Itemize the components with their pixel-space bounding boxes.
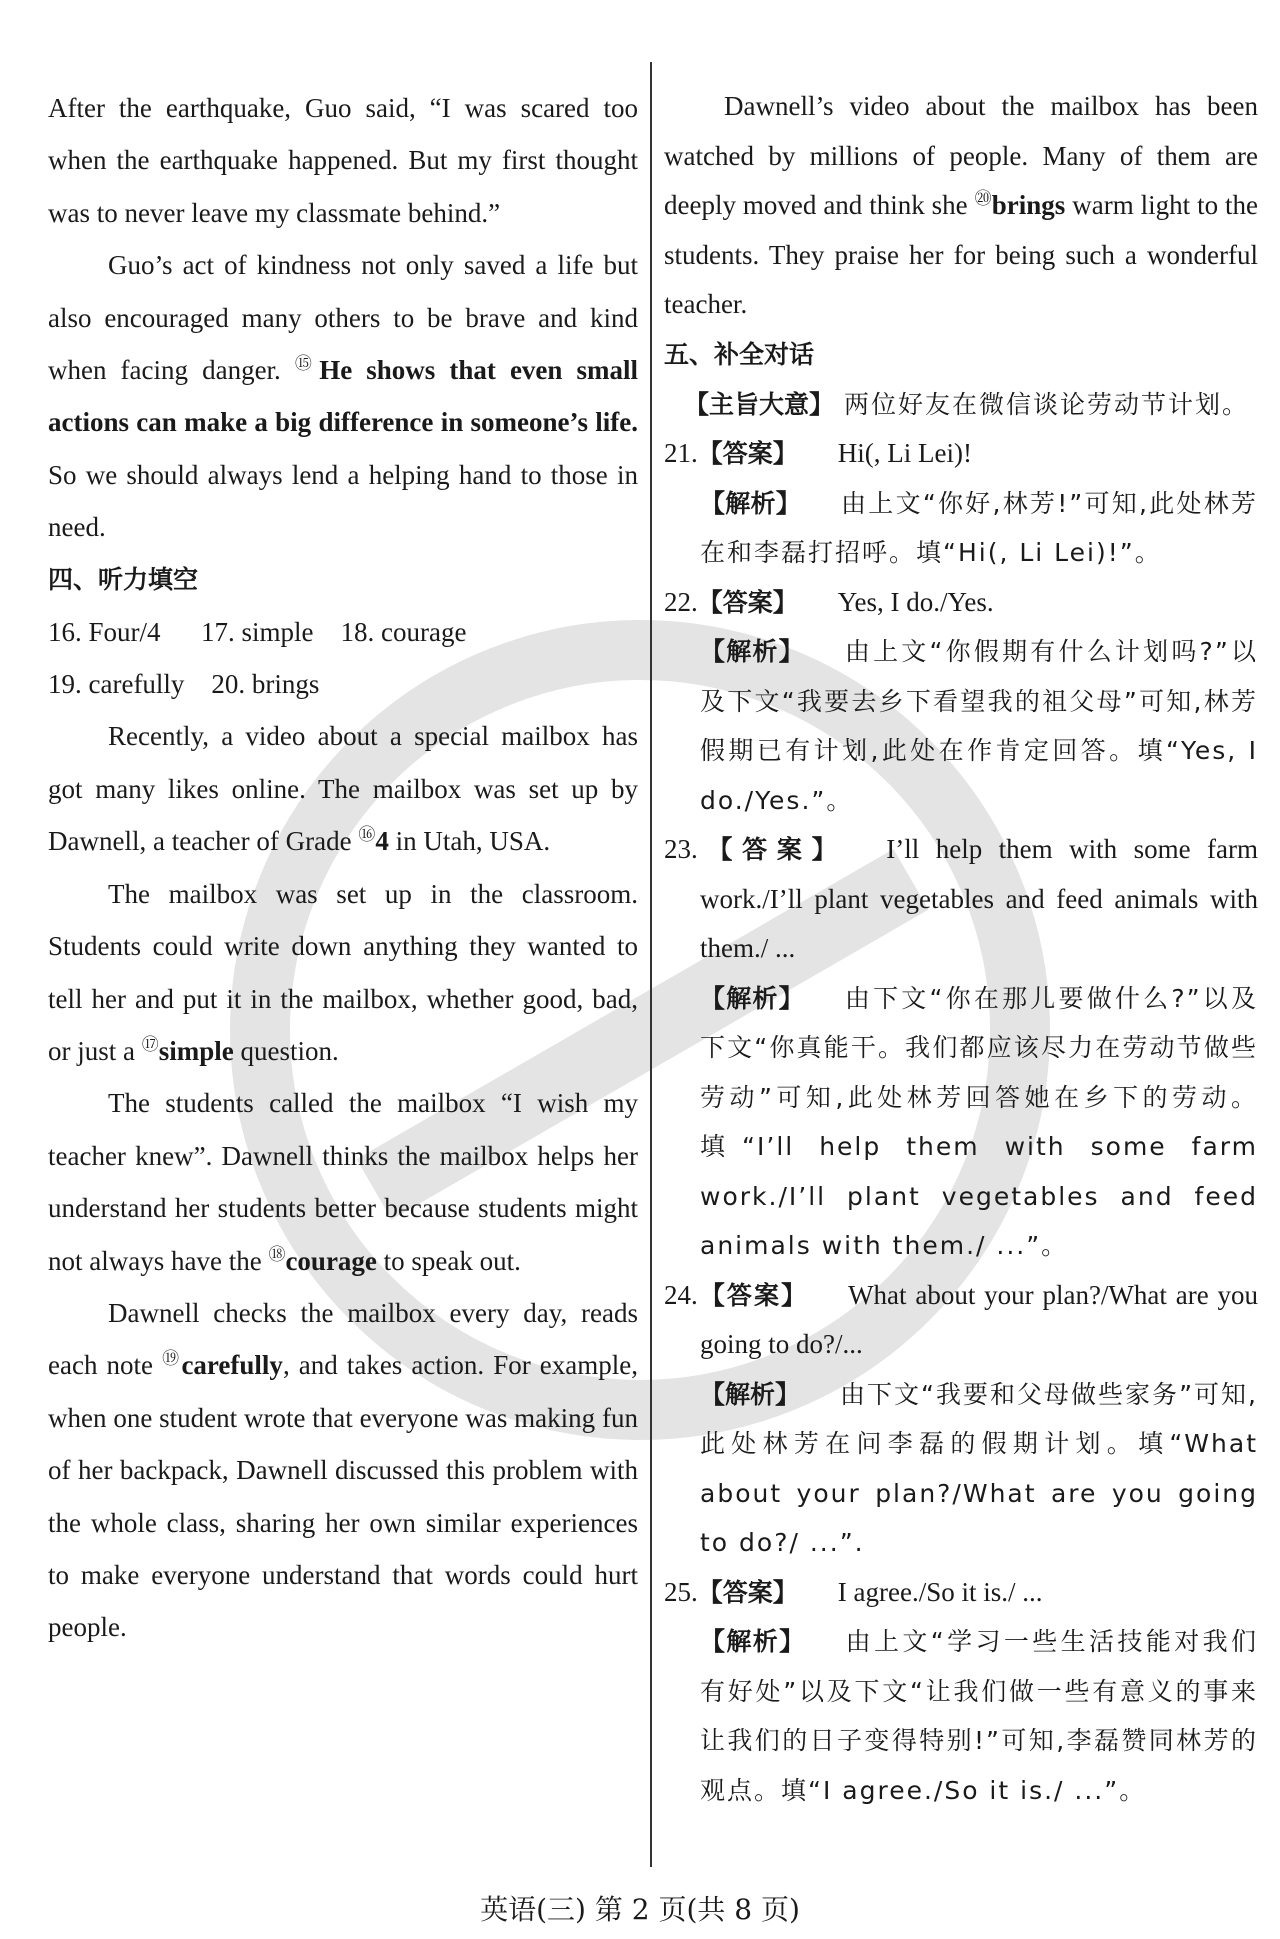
paragraph [48,1287,638,1654]
qa-item [664,825,1258,1271]
analysis-text: 由上文“你假期有什么计划吗?”以及下文“我要去乡下看望我的祖父母”可知,林芳假期已有计划,此处在作肯定回答。填“Yes, I do./Yes.”。 [700,637,1258,815]
text: So we should always lend a helping hand to those in need. [48,459,638,543]
question-number: 21. [664,438,698,468]
qa-list [664,429,1258,1815]
paragraph [48,868,638,1078]
analysis-text: 由上文“学习一些生活技能对我们有好处”以及下文“让我们做一些有意义的事来让我们的日子变得特别!”可知,李磊赞同林芳的观点。填“I agree./So it is./ ...”。 [700,1627,1258,1805]
circled-number: ⑮ [294,354,320,374]
text: question. [233,1035,339,1066]
circled-number: ⑲ [162,1349,182,1369]
text: , and takes action. For example, when one student wrote that everyone was making fun of her backpack, Dawnell discussed this problem with the whole class, sharing her own similar experiences to make everyone understand that words could hurt people. [48,1350,639,1643]
text: The mailbox was set up in the classroom. Students could write down anything they wanted to tell her and put it in the mailbox, whether good, bad, or just a [48,878,638,1066]
bold-answer: brings [991,190,1066,220]
circled-number: ⑯ [358,825,376,845]
answer-row [664,1568,1258,1618]
analysis-text: 由上文“你好,林芳!”可知,此处林芳在和李磊打招呼。填“Hi(, Li Lei)!”。 [700,488,1258,567]
question-number: 22. [664,586,698,617]
bold-answer: courage [285,1245,377,1276]
analysis-tag: 【解析】 [700,1379,801,1409]
right-column [664,82,1258,1815]
left-column [48,82,638,1654]
text: Guo’s act of kindness not only saved a life but also encouraged many others to be brave and kind when facing danger. [48,250,638,386]
analysis-tag: 【解析】 [700,983,805,1013]
answer-tag: 【答案】 [697,587,798,617]
bold-answer: He shows that even small actions can make a big difference in someone’s life. [48,355,639,438]
circled-number: ⑰ [141,1034,159,1054]
paragraph [48,239,638,553]
answer-text: Yes, I do./Yes. [837,586,994,617]
answer-text: I agree./So it is./ ... [837,1576,1043,1607]
answer-tag: 【答案】 [697,835,847,864]
section-title: 四、听力填空 [48,564,199,594]
analysis-row [664,974,1258,1271]
bold-answer: simple [158,1035,234,1066]
paragraph [48,710,638,867]
page-footer: 英语(三) 第 2 页(共 8 页) [480,1893,800,1926]
answer-tag: 【答案】 [697,439,798,468]
qa-item [664,578,1258,826]
analysis-row [664,1617,1258,1815]
analysis-tag: 【解析】 [700,1627,806,1656]
qa-item [664,1271,1258,1568]
analysis-row [664,479,1258,578]
section-title: 五、补全对话 [664,339,815,369]
answer-text: I’ll help them with some farm work./I’ll plant vegetables and feed animals with them./ ... [700,834,1258,963]
analysis-tag: 【解析】 [700,637,805,666]
analysis-row [664,1370,1258,1568]
analysis-text: 由下文“我要和父母做些家务”可知,此处林芳在问李磊的假期计划。填“What about your plan?/What are you going to do?/ ...”. [700,1379,1258,1557]
paragraph: After the earthquake, Guo said, “I was scared too when the earthquake happened. But my first thought was to never leave my classmate behind.” [48,93,638,228]
answer-line: 16. Four/4 17. simple 18. courage [48,616,467,647]
text: The students called the mailbox “I wish my teacher knew”. Dawnell thinks the mailbox helps her understand her students better because students might not always have the [48,1088,638,1276]
circled-number: ⑱ [268,1244,286,1264]
analysis-row [664,627,1258,825]
paragraph [664,82,1258,330]
answer-line: 19. carefully 20. brings [48,669,320,700]
circled-number: ⑳ [974,189,992,208]
text: in Utah, USA. [388,826,551,857]
bold-answer: carefully [181,1350,283,1381]
bold-answer: 4 [375,826,389,857]
analysis-tag: 【解析】 [700,488,802,518]
question-number: 23. [664,834,698,864]
qa-item [664,1568,1258,1816]
text: to speak out. [376,1245,521,1276]
main-idea-text: 两位好友在微信谈论劳动节计划。 [834,389,1249,419]
answer-row [664,825,1258,974]
text: Dawnell’s video about the mailbox has been watched by millions of people. Many of them are deeply moved and think she [664,91,1258,220]
question-number: 25. [664,1576,698,1607]
main-idea-tag: 【主旨大意】 [684,389,835,419]
qa-item [664,429,1258,578]
answer-tag: 【答案】 [697,1577,798,1607]
answer-row [664,1271,1258,1370]
text: Recently, a video about a special mailbox has got many likes online. The mailbox was set up by Dawnell, a teacher of Grade [48,721,638,857]
answer-row [664,578,1258,628]
text: warm light to the students. They praise her for being such a wonderful teacher. [664,190,1259,319]
analysis-text: 由下文“你在那儿要做什么?”以及下文“你真能干。我们都应该尽力在劳动节做些劳动”可知,此处林芳回答她在乡下的劳动。填“I’ll help them with some farm work./I’ll plant vegetables and feed animals with them./ ...”。 [700,983,1258,1260]
answer-row [664,429,1258,479]
answer-text: Hi(, Li Lei)! [837,438,972,468]
paragraph [48,1077,638,1287]
main-idea [664,380,1258,430]
question-number: 24. [664,1279,698,1310]
answer-tag: 【答案】 [697,1280,809,1310]
column-divider [650,62,652,1867]
text: Dawnell checks the mailbox every day, reads each note [48,1297,638,1381]
answer-text: What about your plan?/What are you going to do?/... [700,1279,1258,1359]
